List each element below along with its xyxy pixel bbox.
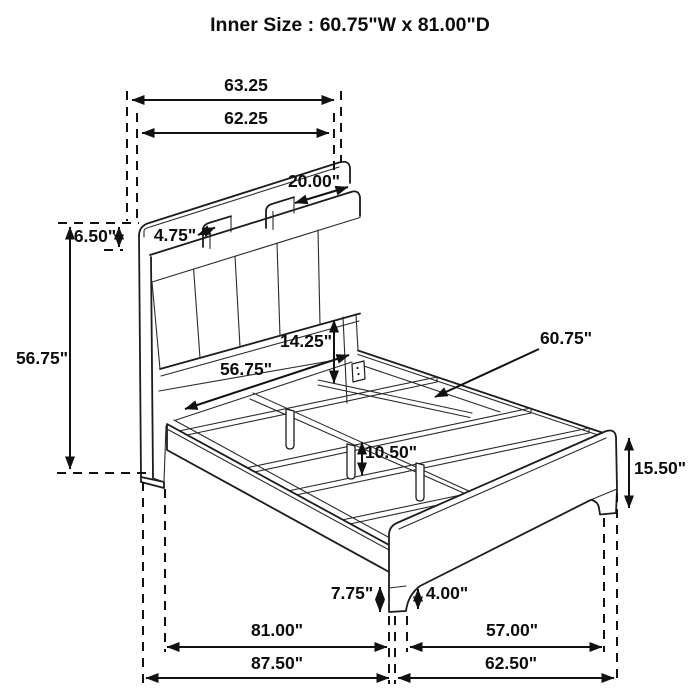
dim-overall-width: 62.50" (484, 653, 538, 673)
dim-overall-length: 87.50" (250, 653, 304, 673)
dim-front-leg-height: 7.75" (330, 583, 374, 603)
dim-footboard-leg-height: 4.00" (425, 583, 469, 603)
dim-headboard-panel-width: 62.25 (224, 108, 268, 128)
diagram-title: Inner Size : 60.75"W x 81.00"D (210, 14, 490, 36)
dim-shelf-height: 6.50" (73, 226, 117, 246)
dim-support-leg-height: 10.50" (364, 442, 418, 462)
near-side-rail (167, 420, 391, 573)
dim-headboard-height: 56.75" (15, 348, 69, 368)
dimension-annotations (16, 75, 686, 684)
dim-slat-length: 60.75" (539, 328, 593, 348)
dim-shelf-depth: 4.75" (153, 225, 197, 245)
dim-footboard-height: 15.50" (633, 458, 687, 478)
far-side-rail (358, 351, 614, 441)
dim-inner-rail-width: 56.75" (219, 359, 273, 379)
dim-headboard-overall-width: 63.25 (224, 75, 268, 95)
dim-inner-length: 81.00" (250, 620, 304, 640)
dim-shelf-compartment-width: 20.00" (287, 171, 341, 191)
dim-headboard-clearance: 14.25" (279, 331, 333, 351)
footboard (389, 431, 617, 612)
dim-footboard-section-width: 57.00" (485, 620, 539, 640)
